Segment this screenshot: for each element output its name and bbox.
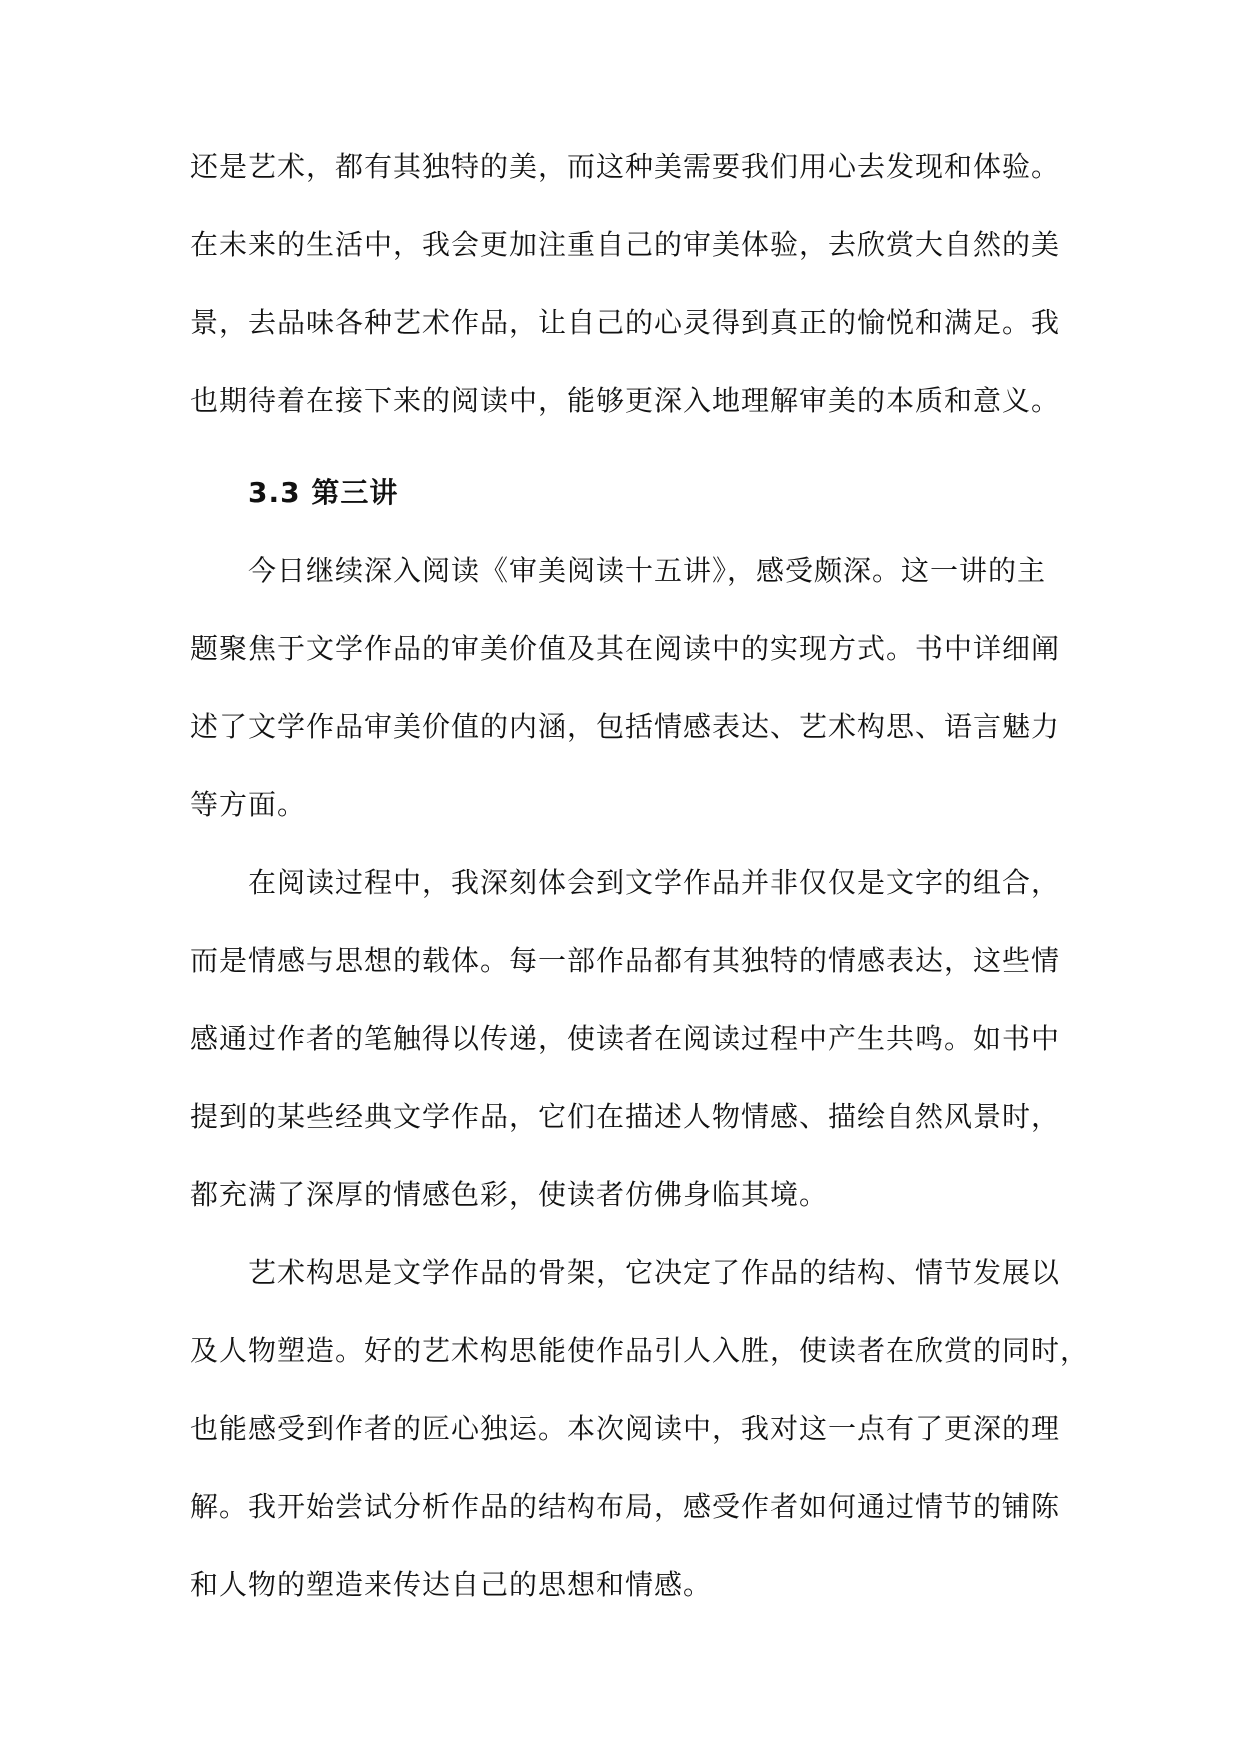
text-line: 题聚焦于文学作品的审美价值及其在阅读中的实现方式。书中详细阐: [190, 632, 1061, 665]
text-line: 在阅读过程中，我深刻体会到文学作品并非仅仅是文字的组合，: [248, 866, 1061, 899]
intro-paragraph: [190, 128, 1061, 440]
text-line: 而是情感与思想的载体。每一部作品都有其独特的情感表达，这些情: [190, 944, 1061, 977]
text-line: 艺术构思是文学作品的骨架，它决定了作品的结构、情节发展以: [248, 1256, 1061, 1289]
text-line: 在未来的生活中，我会更加注重自己的审美体验，去欣赏大自然的美: [190, 228, 1061, 261]
paragraph-2: [190, 844, 1061, 1234]
text-line: 景，去品味各种艺术作品，让自己的心灵得到真正的愉悦和满足。我: [190, 306, 1061, 339]
text-line: 还是艺术，都有其独特的美，而这种美需要我们用心去发现和体验。: [190, 150, 1061, 183]
text-line: 感通过作者的笔触得以传递，使读者在阅读过程中产生共鸣。如书中: [190, 1022, 1061, 1055]
text-line: 今日继续深入阅读《审美阅读十五讲》，感受颇深。这一讲的主: [248, 554, 1047, 587]
text-line: 等方面。: [190, 788, 307, 821]
text-line: 及人物塑造。好的艺术构思能使作品引人入胜，使读者在欣赏的同时，: [190, 1334, 1090, 1367]
paragraph-3: [190, 1234, 1090, 1624]
text-line: 提到的某些经典文学作品，它们在描述人物情感、描绘自然风景时，: [190, 1100, 1061, 1133]
text-line: 解。我开始尝试分析作品的结构布局，感受作者如何通过情节的铺陈: [190, 1490, 1061, 1523]
text-line: 也能感受到作者的匠心独运。本次阅读中，我对这一点有了更深的理: [190, 1412, 1061, 1445]
section-heading: 3.3 第三讲: [248, 476, 399, 509]
paragraph-1: [190, 532, 1061, 844]
text-line: 也期待着在接下来的阅读中，能够更深入地理解审美的本质和意义。: [190, 384, 1061, 417]
text-line: 都充满了深厚的情感色彩，使读者仿佛身临其境。: [190, 1178, 829, 1211]
text-line: 述了文学作品审美价值的内涵，包括情感表达、艺术构思、语言魅力: [190, 710, 1061, 743]
text-line: 和人物的塑造来传达自己的思想和情感。: [190, 1568, 713, 1601]
page-content: [190, 128, 1090, 1624]
